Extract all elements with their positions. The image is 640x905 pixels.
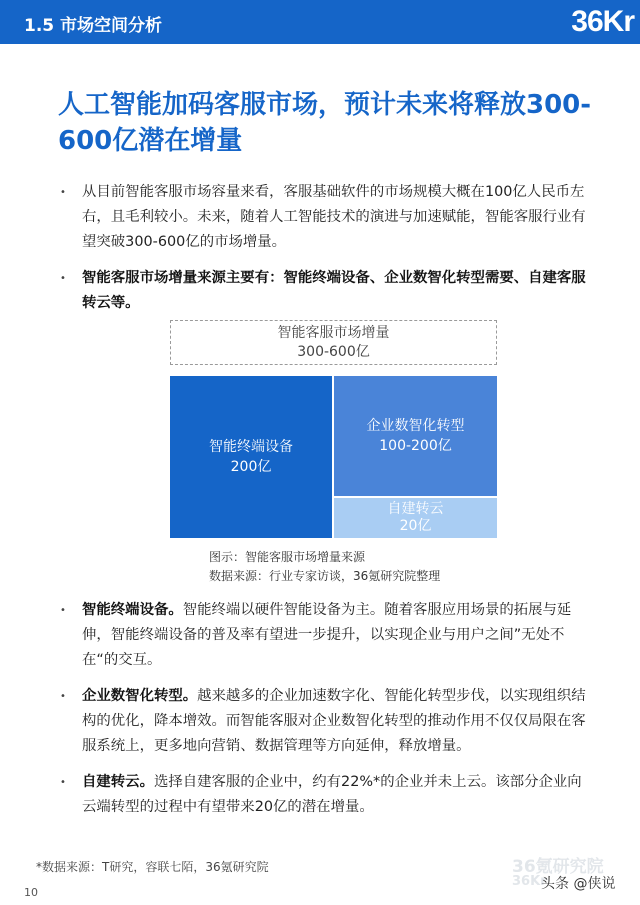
page-title: 人工智能加码客服市场，预计未来将释放300-600亿潜在增量: [58, 90, 592, 156]
section-title: 1.5 市场空间分析: [24, 16, 163, 36]
diagram-device-label: 智能终端设备: [209, 439, 293, 455]
bullet-text: 从目前智能客服市场容量来看，客服基础软件的市场规模大概在100亿人民币左右，且毛利较小。未来，随着人工智能技术的演进与加速赋能，智能客服行业有望突破300-600亿的市场增量。: [82, 184, 586, 250]
watermark: 36氪研究院: [512, 857, 604, 877]
footnote: *数据来源：T研究，容联七陌，36氪研究院: [36, 860, 269, 874]
diagram-device-block: [170, 376, 332, 538]
bullet-dot-icon: •: [60, 273, 66, 284]
bullet-text: 越来越多的企业加速数字化、智能化转型步伐，以实现组织结构的优化，降本增效。而智能客服对企业数智化转型的推动作用不仅仅局限在客服系统上，更多地向营销、数据管理等方向延伸，释放增量。: [82, 688, 586, 754]
diagram-digital-value: 100-200亿: [379, 438, 452, 454]
brand-logo: 36Kr: [571, 5, 634, 38]
diagram-digital-label: 企业数智化转型: [366, 418, 465, 434]
bullet-dot-icon: •: [60, 777, 66, 788]
bullet-dot-icon: •: [60, 187, 66, 198]
bullet-dot-icon: •: [60, 605, 66, 616]
figure-caption: 图示：智能客服市场增量来源: [209, 550, 366, 564]
diagram-total-label: 智能客服市场增量: [277, 325, 390, 341]
bullet-smart-devices: [60, 598, 590, 673]
diagram-total-box: [170, 320, 497, 365]
bullet-market-capacity: [60, 180, 590, 255]
page-number: 10: [24, 886, 38, 899]
diagram-cloud-label: 自建转云: [387, 501, 444, 517]
diagram-total-value: 300-600亿: [297, 344, 370, 360]
bullet-text: 智能终端以硬件智能设备为主。随着客服应用场景的拓展与延伸，智能终端设备的普及率有望进一步提升，以实现企业与用户之间”无处不在“的交互。: [82, 602, 572, 668]
bullet-increment-sources: [60, 266, 590, 316]
watermark-sub: 36Kr: [512, 874, 547, 889]
bullet-bold-text: 自建转云。: [82, 774, 154, 790]
bullet-cloud-migration: [60, 770, 590, 820]
header-bar: [0, 0, 640, 44]
bullet-bold-text: 智能客服市场增量来源主要有：智能终端设备、企业数智化转型需要、自建客服转云等。: [82, 270, 586, 311]
diagram-device-value: 200亿: [230, 459, 272, 475]
figure-source: 数据来源：行业专家访谈，36氪研究院整理: [209, 569, 441, 583]
diagram-cloud-block: [334, 498, 497, 538]
bullet-bold-text: 智能终端设备。: [82, 602, 183, 618]
diagram-digital-block: [334, 376, 497, 496]
bullet-digital-transformation: [60, 684, 590, 759]
bullet-bold-text: 企业数智化转型。: [82, 688, 198, 704]
bullet-text: 选择自建客服的企业中，约有22%*的企业并未上云。该部分企业向云端转型的过程中有望带来20亿的潜在增量。: [82, 774, 582, 815]
share-label: 头条 @侠说: [541, 876, 616, 892]
bullet-dot-icon: •: [60, 691, 66, 702]
diagram-cloud-value: 20亿: [399, 518, 432, 534]
